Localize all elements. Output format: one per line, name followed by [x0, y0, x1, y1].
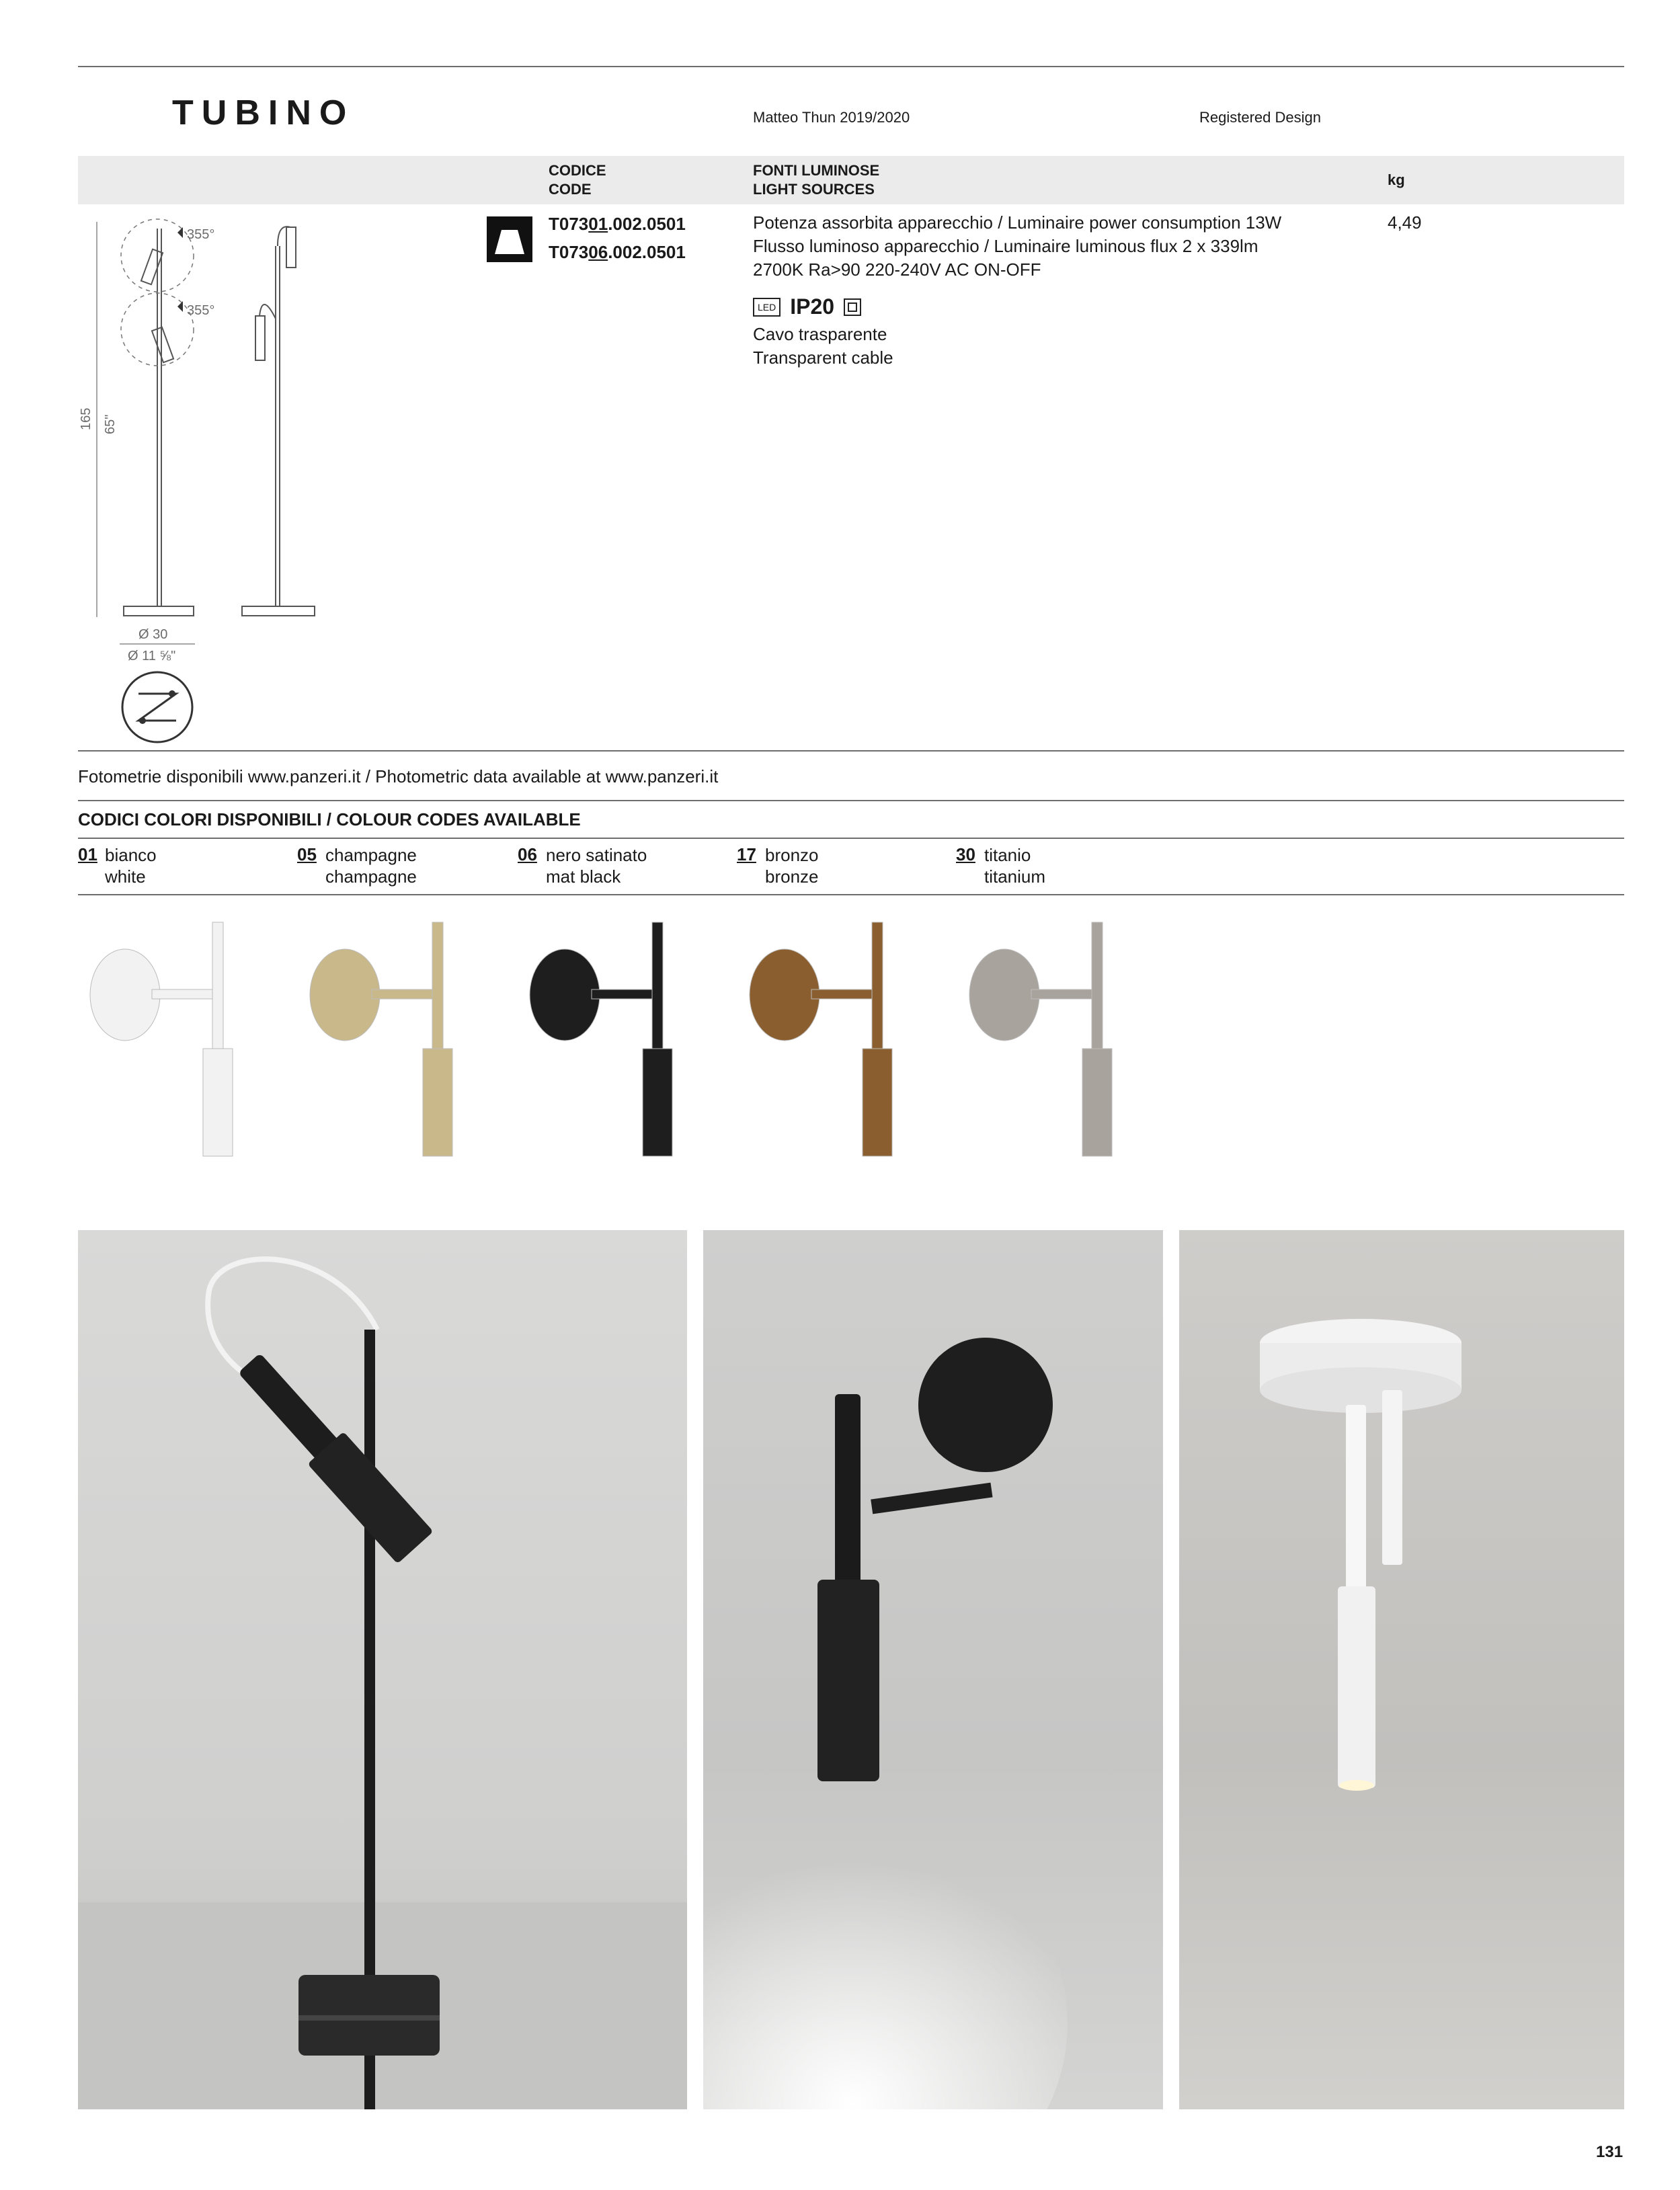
colour-codes-title: CODICI COLORI DISPONIBILI / COLOUR CODES AVAILABLE	[78, 809, 581, 829]
led-icon: LED	[753, 298, 781, 317]
cable-it: Cavo trasparente	[753, 324, 887, 344]
colour-name: titanio titanium	[984, 845, 1046, 887]
spec-line-electrical: 2700K Ra>90 220-240V AC ON-OFF	[753, 259, 1041, 280]
colour-code: 05	[297, 844, 317, 864]
col-sources-en: LIGHT SOURCES	[753, 181, 875, 198]
beam-emission-icon	[487, 216, 532, 262]
rule-colours-bottom	[78, 894, 1624, 895]
colour-name: bianco white	[105, 845, 157, 887]
photometric-note: Fotometrie disponibili www.panzeri.it / Photometric data available at www.panzeri.it	[78, 766, 719, 786]
technical-drawing	[67, 208, 336, 746]
cable-info	[753, 323, 893, 370]
colour-render-06	[530, 922, 672, 1156]
top-rule	[78, 66, 1624, 67]
product-title: TUBINO	[172, 93, 355, 132]
weight-value: 4,49	[1388, 212, 1422, 233]
product-code-1: T07301.002.0501	[549, 214, 686, 234]
base-in-label: Ø 11 ⅝"	[128, 649, 176, 663]
cable-en: Transparent cable	[753, 348, 893, 368]
col-code-header	[549, 161, 606, 199]
rule-colours-top	[78, 800, 1624, 801]
colour-render-17	[750, 922, 892, 1156]
photo-wall-lamp	[703, 1230, 1163, 2109]
col-code-en: CODE	[549, 181, 592, 198]
spec-line-power: Potenza assorbita apparecchio / Luminaire power consumption 13W	[753, 212, 1282, 233]
col-weight-header: kg	[1388, 171, 1405, 188]
rule-colours-mid	[78, 838, 1624, 839]
photo-ceiling-lamp	[1179, 1230, 1624, 2109]
colour-name: champagne champagne	[325, 845, 417, 887]
colour-renders	[78, 914, 1181, 1170]
product-codes	[549, 210, 686, 266]
photo-floor-lamp	[78, 1230, 687, 2109]
ip-rating: IP20	[790, 294, 835, 319]
base-cm-label: Ø 30	[138, 627, 168, 642]
height-in-label: 65"	[103, 414, 118, 434]
colour-code: 06	[518, 844, 537, 864]
colour-code: 30	[956, 844, 975, 864]
colour-render-01	[90, 922, 233, 1156]
spec-block	[753, 211, 1281, 282]
page-number: 131	[1596, 2143, 1624, 2161]
spec-line-flux: Flusso luminoso apparecchio / Luminaire luminous flux 2 x 339lm	[753, 236, 1258, 256]
colour-name: bronzo bronze	[765, 845, 819, 887]
colour-name: nero satinato mat black	[546, 845, 647, 887]
colour-code: 01	[78, 844, 97, 864]
colour-render-05	[310, 922, 452, 1156]
designer-credit: Matteo Thun 2019/2020	[753, 109, 910, 126]
height-cm-label: 165	[79, 407, 93, 430]
rotation-top-label: 355°	[187, 227, 215, 242]
col-code-it: CODICE	[549, 162, 606, 179]
certification-row	[753, 294, 861, 319]
colour-code: 17	[737, 844, 756, 864]
class-ii-icon	[844, 298, 861, 316]
rule-photometric	[78, 750, 1624, 752]
product-code-2: T07306.002.0501	[549, 242, 686, 262]
col-sources-it: FONTI LUMINOSE	[753, 162, 880, 179]
col-sources-header	[753, 161, 879, 199]
colour-render-30	[969, 922, 1112, 1156]
rotation-bottom-label: 355°	[187, 303, 215, 318]
registered-design: Registered Design	[1199, 109, 1321, 126]
